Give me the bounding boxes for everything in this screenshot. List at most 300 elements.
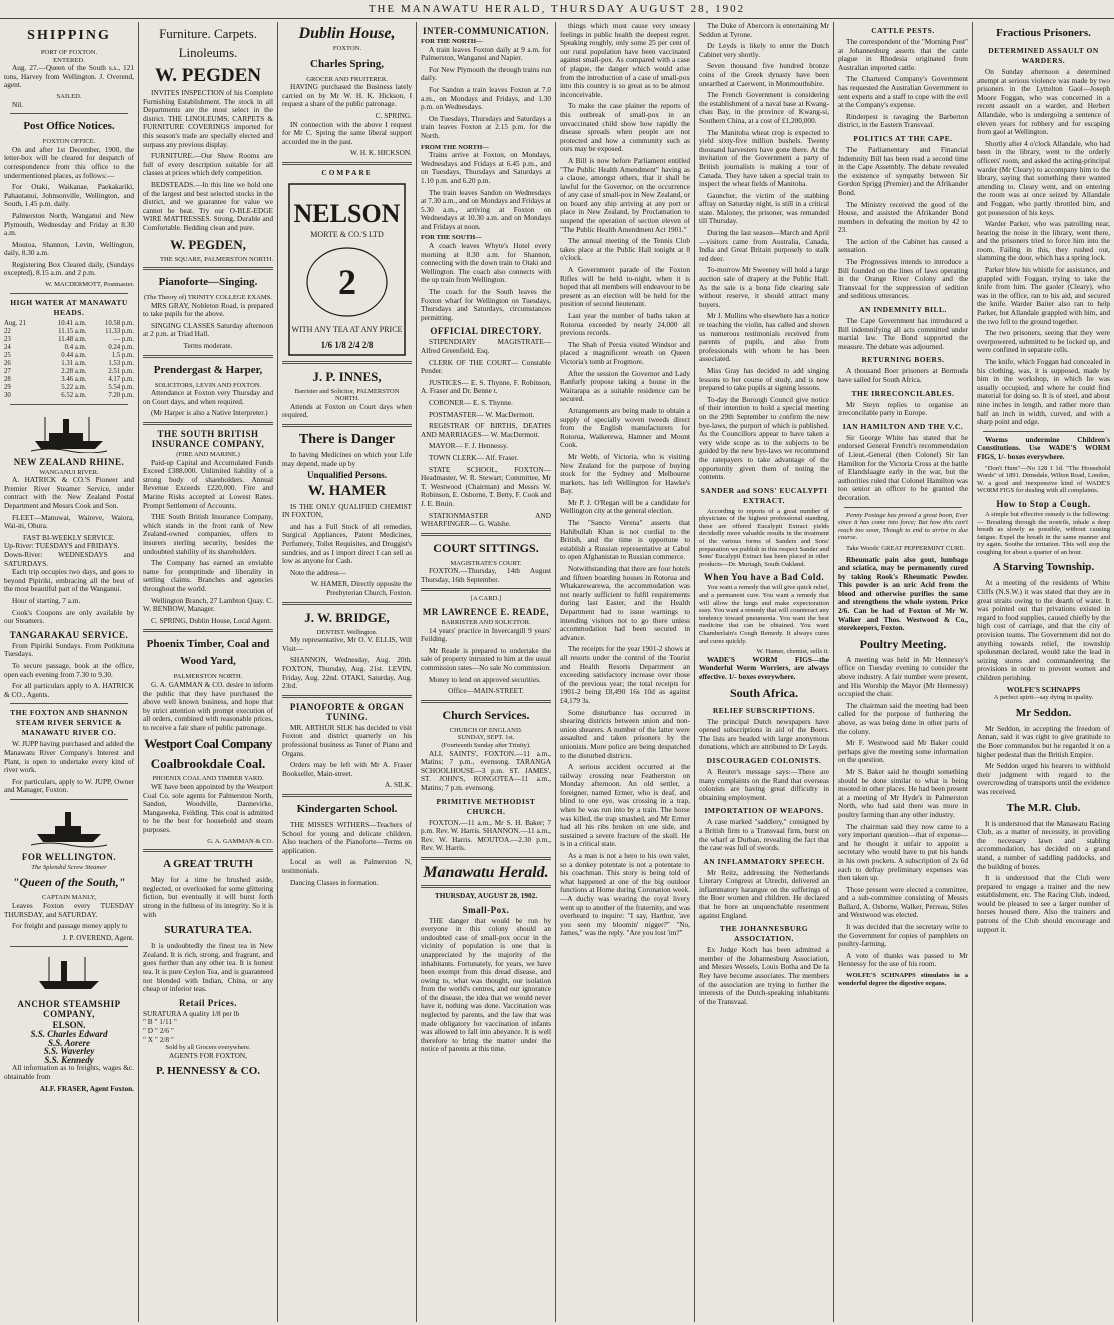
- cold-sign: W. Hamer, chemist, sells it.: [756, 648, 829, 656]
- hickson-text: IN connection with the above I request for Mr C. Spring the same liberal support accorded me in the past.: [282, 119, 412, 146]
- tide-cell: 2.51 p.m.: [108, 367, 134, 375]
- post-sign: W. MACDERMOTT, Postmaster.: [45, 281, 134, 289]
- tide-cell: 1.31 a.m.: [61, 359, 87, 367]
- jburg-text: Ex Judge Koch has been admitted a member of the Johannesburg Association, and Messrs Wessels, Louis Botha and De la Rey have become associates. The members of the association are trying to further the interests of the Dutch-speaking inhabitants of the Transvaal.: [699, 945, 829, 1006]
- court-sub: MAGISTRATE'S COURT.: [450, 559, 522, 567]
- ian-text: Sir George White has stated that he endorsed General French's recommendation of Lieut.-General (then Colonel) Sir Ian Hamilton for the Victoria Cross at the battle of Elandslaagte early in the war, but the authorities ruled that Colonel Hamilton was too senior an officer to be granted the decoration.: [838, 432, 968, 502]
- ret-title: RETURNING BOERS.: [861, 355, 945, 365]
- truth-title: A GREAT TRUTH: [163, 858, 253, 871]
- tide-row: [4, 384, 134, 392]
- poultry-text: Mr F. Westwood said Mr Baker could perhaps give the meeting some information on the question.: [838, 738, 968, 765]
- danger-text: In having Medicines on which your Life may depend, made up by: [282, 449, 412, 468]
- port-label: PORT OF FOXTON.: [40, 49, 98, 56]
- directory-item: REGISTRAR OF BIRTHS, DEATHS AND MARRIAGES— W. MacDermott.: [421, 421, 551, 439]
- bridge-title: J. W. BRIDGE,: [304, 609, 390, 625]
- tide-cell: 27: [4, 367, 11, 375]
- insurance-text: Paid-up Capital and Accumulated Funds Exceed £388,000. Unlimited liability of a strong body of shareholders. Annual Revenue Exceeds £220,000. Fire and Marine Risks accepted at Lowest Rates. Prompt Settlement of Accounts.: [143, 457, 273, 510]
- spring-sign: C. SPRING.: [375, 110, 412, 120]
- well-title: FOR WELLINGTON.: [21, 851, 117, 862]
- post-text: For Otaki, Waikanae, Paekakariki, Pahautanui, Johnsonville, Wellington, and South, 1.45 p.m. daily.: [4, 182, 134, 209]
- kinder-text: Dancing Classes in formation.: [290, 877, 379, 887]
- news-paragraph: The Manitoba wheat crop is expected to yield sixty-five million bushels. Twenty thousand harvesters have gone there. At the invitation of the Government a party of British journalists is making a tour of Canada. They have taken a special train to inspect the wheat fields of Manitoba.: [699, 127, 829, 189]
- column-directory: [417, 22, 555, 1320]
- disc-text: A Reuter's message says:—There are many complaints on the Rand that overseas colonists are having great difficulty in obtaining employment.: [699, 766, 829, 802]
- agents-name: P. HENNESSY & CO.: [155, 1065, 260, 1078]
- sanders-text: According to reports of a great number of physicians of the highest professional standing, these are offered Eucalypti Extract yields decidedly more valuable results in the treatment of the various forms of Sanders and Sons' preparation we publish in this respect Sander and Sons' Eucalypti Extract has been placed in other products—Dr. Murtagh, South Oakland.: [699, 507, 829, 568]
- compare-label: COMPARE: [321, 167, 373, 177]
- tide-row: [4, 376, 134, 384]
- tide-cell: 28: [4, 375, 11, 383]
- suratura-title: SURATURA TEA.: [164, 924, 252, 937]
- chartered-text: The Chartered Company's Government has requested the Australian Government to sent experts and a staff to cope with the evil at the Company's expense.: [838, 74, 968, 110]
- rheum-text: Rheumatic pain also gout, lumbago and sciatica, may be permanently cured by taking Rook's Rheumatic Powder. This powder is an uric Acid from the blood and otherwise purifies the same and strengthens the whole system. Price 2/6. Can be had of Foxton of Mr W. Walker and Thos. Westwood & Co., storekeepers, Foxton.: [838, 554, 968, 633]
- rhine-cook: Cook's Coupons are only available by our Steamers.: [4, 607, 134, 626]
- steamer-icon: [29, 804, 109, 848]
- directory-item: STATE SCHOOL, FOXTON— Headmaster, W. R. Stewart; Committee, Mr T. Westwood (Chairman) and Messrs W. Robinson, E. Osborne, T. Betty, F. Cook and J. E. Bruin.: [421, 464, 551, 508]
- kinder-title: Kindergarten School.: [296, 802, 398, 815]
- comm-title: INTER-COMMUNICATION.: [422, 26, 550, 36]
- column-news-4: [973, 22, 1114, 1320]
- comm-text: The coach for the South leaves the Foxton wharf for Wellington on Tuesdays, Thursdays and Saturdays, circumstances permitting.: [421, 287, 551, 322]
- news-paragraph: Arrangements are being made to obtain a supply of specially woven tweeds direct from the English manufacturers for Rotorua, Waikerewa, Hamner and Mount Cook.: [560, 405, 690, 450]
- tide-cell: 5.22 a.m.: [61, 383, 87, 391]
- tide-row: [4, 352, 134, 360]
- post-title: Post Office Notices.: [23, 120, 115, 133]
- news-paragraph: Seven thousand five hundred bronze coins of the Greek dynasty have been unearthed at Caerwent, in Monmouthshire.: [699, 61, 829, 88]
- dublin-sub: FOXTON.: [332, 45, 362, 52]
- danger-sub: Unqualified Persons.: [306, 470, 387, 481]
- anchor-text: All information as to freights, wages &c. obtainable from: [4, 1063, 134, 1081]
- court-title: COURT SITTINGS.: [433, 540, 539, 555]
- news-paragraph: Some disturbance has occurred in shearing districts between union and non-union shearers. A number of the latter were assaulted and taken prisoners by the unionists. More police are being despatched to the disturbed districts.: [560, 707, 690, 760]
- comm-from: FROM THE NORTH—: [421, 143, 489, 151]
- directory-item: STATIONMASTER AND WHARFINGER— G. Walshe.: [421, 510, 551, 529]
- column-shipping: [0, 22, 138, 1320]
- pegden-text: INVITES INSPECTION of his Complete Furnishing Establishment. The stock in all Departments are the most select in the district. THE LINOLEUMS, CARPETS & FURNITURE COVERINGS imported for this season's trade are specially elected and surpass any previous display.: [143, 88, 273, 149]
- westport-title: Westport Coal Company: [144, 736, 272, 752]
- hickson-sign: W. H. K. HICKSON.: [350, 148, 412, 158]
- bridge-sub: DENTIST. Wellington.: [316, 628, 378, 636]
- phoenix-text: G. A. GAMMAN & CO. desire to inform the public that they have purchased the above well known business, and hope that by strict attention with prompt execution of all orders, combined with reasonable prices, to receive a fair share of public patronage.: [143, 679, 273, 732]
- anchor-sign: ALF. FRASER, Agent Foxton.: [39, 1083, 134, 1093]
- nelson-subtitle: MORTE & CO.'S LTD: [310, 229, 384, 239]
- poultry-text: Those present were elected a committee, and a sub-committee consisting of Messrs Ballard, A. Osborne, Walker, Perreau, Stiles and Westwood was elected.: [838, 884, 968, 920]
- tide-cell: 2.28 a.m.: [61, 367, 87, 375]
- tide-cell: 23: [4, 335, 11, 343]
- sailed-label: SAILED.: [56, 92, 82, 100]
- smallpox-title: Small-Pox.: [462, 904, 510, 915]
- town-text: At a meeting of the residents of White Cliffs (N.S.W.) it was stated that they are in great straits owing to the dearth of water. It was pointed out that privations existed in regard to food supplies, caused chiefly by the high cost of carriage, and that the city of provision teams. The Government did not do anything towards relief, the township spokesman declared, would take the lead in seizing stores and commandeering the provisions in order to prevent women and children perishing.: [977, 578, 1110, 682]
- sa-title: South Africa.: [729, 685, 798, 700]
- church-text: ALL SAINTS', FOXTON.—11 a.m., Matins; 7 p.m., evensong. TARANGA SCHOOLHOUSE—3 p.m. ST. JAMES', ST. JOHN'S, RONGOTEA—11 a.m., Matins; 7 p.m. evensong.: [421, 748, 551, 792]
- stop-text: A simple but effective remedy is the following:— Breathing through the nostrils, inhale a deep breath as slowly as possible, without causing fatigue. Expel the breath in the same manner and try again. Soothe the irritation. This will stop the coughing for about a quarter of an hour.: [977, 510, 1110, 556]
- piano-sub: (The Theory of) TRINITY COLLEGE EXAMS.: [143, 294, 273, 302]
- tide-row: [4, 392, 134, 400]
- news-paragraph: A serious accident occurred at the railway crossing near Featherston on Monday afternoon. An old settler, a foreigner, named Ermer, who is deaf, and blind to one eye, was crossing in a trap, when he was run into by a train. The horse was killed, the trap smashed, and Mr Ermer had all his ribs broken on one side, and sustained a severe fracture of the skull. He is in a critical state.: [560, 762, 690, 849]
- coalbrook-title: Coalbrookdale Coal.: [150, 756, 266, 772]
- svg-text:2: 2: [338, 261, 356, 302]
- tang-text: From Pipiriki Sundays. From Potikituna Tuesdays.: [4, 640, 134, 659]
- news-paragraph: During the last season—March and April—visitors came from Australia, Canada, India and Great Britain purposely to stalk red deer.: [699, 228, 829, 263]
- news-paragraph: To-morrow Mr Sweeney will hold a large auction sale of drapery at the Public Hall. As the sale is a bona fide clearing sale without reserve, it should attract many buyers.: [699, 265, 829, 309]
- news-paragraph: To-day the Borough Council give notice of their intention to hold a special meeting on the 29th September to confirm the new bye-laws, the purport of which is published. As the Councillors appear to have taken a very wide scope as to the subjects to be guided by the new bye-laws we recommend the ratepayers to take advantage of the opportunity given them of noting the contents.: [699, 394, 829, 482]
- rhine-text2: Each trip occupies two days, and goes to beyond Pipiriki, embracing all the best of the most beautiful part of the Wanganui.: [4, 567, 134, 594]
- retail-price-line: " X " 2/8 ": [143, 1034, 174, 1044]
- tide-cell: 1.53 p.m.: [108, 359, 134, 367]
- spring-sub: GROCER AND FRUITERER.: [306, 75, 388, 83]
- hamer-sign: W. HAMER, Directly opposite the Presbyterian Church, Foxton.: [310, 579, 412, 598]
- news-paragraph: Mr Webb, of Victoria, who is visiting New Zealand for the purpose of buying stock for the Sydney and Melbourne markets, has left Wellington for Hawke's Bay.: [560, 451, 690, 496]
- piano2-title: PIANOFORTE & ORGAN TUNING.: [289, 701, 405, 722]
- directory-item: MAYOR— F. J. Hennessy.: [429, 441, 508, 451]
- hamer-note: Note the address—: [290, 567, 346, 577]
- retail-note: Sold by all Grocers everywhere.: [165, 1044, 251, 1052]
- phoenix-title: Phoenix Timber, Coal and Wood Yard,: [146, 638, 270, 668]
- town-title: A Starving Township.: [992, 561, 1095, 574]
- comm-north: FOR THE NORTH—: [421, 38, 483, 45]
- post-text: Moutoa, Shannon, Levin, Wellington, daily, 8.30 a.m.: [4, 239, 134, 258]
- mr-title: The M.R. Club.: [1006, 801, 1081, 814]
- anchor-ship-name: S.S. Charles Edward: [30, 1029, 108, 1040]
- rhine-fleet: FLEET—Manuwai, Waireve, Waiora, Wai-iti, Ohura.: [4, 512, 134, 531]
- column-news-2: [695, 22, 833, 1320]
- hamer-text2: and has a Full Stock of all remedies, Surgical Appliances, Patent Medicines, Perfumery, Toilet Requisites, and Druggist's sundries, and as I import direct I can sell as low as anyone for Cash.: [282, 521, 412, 566]
- news-paragraph: To make the case plainer the reports of this outbreak of small-pox in an unvaccinated child show how rapidly the disease spreads when people are not protected and how a community such as ours may be exposed.: [560, 101, 690, 154]
- innes-text: Attends at Foxton on Court days when required.: [282, 401, 412, 420]
- tide-cell: 11.33 p.m.: [105, 327, 134, 335]
- steamer-icon: [29, 951, 109, 995]
- phoenix2-sign: G. A. GAMMAN & CO.: [207, 837, 273, 845]
- insurance-title: THE SOUTH BRITISH INSURANCE COMPANY,: [151, 429, 265, 450]
- news-paragraph: Notwithstanding that there are four hotels and fifteen boarding houses in Rotorua and Whakarewarewa, the accommodation was not nearly sufficient to fulfil requirements during last Easter, and the Health Department had to issue warnings to intending visitors not to go there unless accommodation had been secured in advance.: [560, 564, 690, 642]
- tide-cell: 11.48 a.m.: [58, 335, 87, 343]
- hamer-title: W. HAMER: [307, 482, 387, 499]
- seddon-text: Mr Seddon urged his hearers to withhold their judgment with regard to the overcrowding of transports until the evidence was received.: [977, 761, 1110, 796]
- comm-text: The train leaves Sandon on Wednesdays at 7.30 a.m., and on Mondays and Fridays at 5.30 a.m., arriving at Foxton on Wednesdays at 10.30 a.m. and on Mondays and Fridays at noon.: [421, 187, 551, 231]
- entered-label: ENTERED.: [53, 56, 85, 64]
- cape-text: The action of the Cabinet has caused a sensation.: [838, 236, 968, 255]
- comm-text: Trains arrive at Foxton, on Mondays, Wednesdays and Fridays at 6.45 p.m., and on Tuesdays, Thursdays and Saturdays at 1.10 p.m. and 6.20 p.m.: [421, 150, 551, 185]
- anchor-title: ANCHOR STEAMSHIP COMPANY,: [17, 999, 121, 1020]
- cape-text: The Ministry received the good of the House, and assisted the Afrikander Bond members in defeating the motion by 42 to 23.: [838, 199, 968, 235]
- retail-price-line: " D " 2/6 ": [143, 1025, 174, 1035]
- tide-cell: 0.44 a.m.: [61, 351, 87, 359]
- mr-text: It is understood that the Manawatu Racing Club, as a matter of necessity, in providing the necessary lawn and stabling accommodation, has decided on a grand stand, a number of saddling paddocks, and the building of boxes.: [977, 818, 1110, 871]
- wolfe2-text: A perfect spirit—say dying in quality.: [993, 694, 1094, 702]
- anchor-ship-name: S.S. Kennedy: [44, 1054, 94, 1065]
- assault-text: Warder Parker, who was patrolling near, hearing the noise in the library, went there, and the prisoners tried to force him into the room. Failing in this, they rushed out, slamming the door, which has a spring lock.: [977, 219, 1110, 263]
- news-paragraph: Last year the number of baths taken at Rotorua exceeded by nearly 24,000 all previous records.: [560, 311, 690, 338]
- column-ads-2: [278, 22, 416, 1320]
- court-text: FOXTON.—Thursday, 14th August Thursday, 16th September.: [421, 566, 551, 584]
- herald-title: Manawatu Herald.: [423, 863, 549, 881]
- seddon-text: Mr Seddon, in accepting the freedom of Annan, said it was right to give gratitude to the Boer commandos but he regarded it on a higher pedestal than the British Empire.: [977, 723, 1110, 759]
- tide-row: [4, 360, 134, 368]
- poultry-text: The chairman said they now came to a very important question—that of expense—and he thought it unfair to appoint a secretary who would have to put his hands in his own pockets. A subscription of 2s 6d each to defray preliminary expenses was then taken up.: [838, 821, 968, 883]
- poultry-text: A vote of thanks was passed to Mr Hennessy for the use of his room.: [838, 950, 968, 969]
- prend-text: Attendance at Foxton very Thursday and on Court days, and when required.: [143, 388, 273, 406]
- column-news-3: [834, 22, 972, 1320]
- poultry-text: A meeting was held in Mr Hennessy's office on Tuesday evening to consider the above industry. A fair number were present, and His Worship the Mayor (Mr Hennessy) occupied the chair.: [838, 654, 968, 699]
- dir-title: OFFICIAL DIRECTORY.: [430, 326, 542, 337]
- comm-south: FOR THE SOUTH—: [421, 234, 482, 242]
- prend-note: (Mr Harper is also a Native Interpreter.): [151, 408, 268, 418]
- fox-title: THE FOXTON AND SHANNON STEAM RIVER SERVICE & MANAWATU RIVER CO.: [10, 708, 128, 738]
- sailed-text: Nil.: [12, 99, 24, 109]
- dont-text: "Don't Hum"—No 128 1 1d. "The Household Words" of 1891. Dimsdale, Wilton Road, London, W. a good and inexpensive kind of WADE'S WORM FIGS for dealing with all complaints.: [977, 464, 1110, 495]
- rhine-down: Down-River: WEDNESDAYS and SATURDAYS.: [4, 550, 134, 568]
- anchor-ship-name: S.S. Waverley: [43, 1046, 95, 1057]
- well-text: Leaves Foxton every TUESDAY THURSDAY, and SATURDAY.: [4, 901, 134, 919]
- tide-title: HIGH WATER AT MANAWATU HEADS.: [10, 297, 128, 317]
- directory-item: STIPENDIARY MAGISTRATE— Alfred Greenfield, Esq.: [421, 337, 551, 355]
- import-text: A case marked "saddlery," consigned by a British firm to a Transvaal firm, burst on the wharf at Durban, revealing the fact that the case was full of swords.: [699, 817, 829, 853]
- directory-item: TOWN CLERK— Alf. Fraser.: [429, 452, 519, 462]
- shipping-title: SHIPPING: [27, 28, 111, 43]
- cape-title: POLITICS AT THE CAPE.: [853, 133, 953, 143]
- piano-text: MRS GRAY, Nobleton Road, is prepared to take pupils for the above.: [143, 300, 273, 319]
- dublin-title: Dublin House,: [298, 25, 396, 42]
- suratura-text: It is undoubtedly the finest tea in New Zealand. It is rich, strong, and fragrant, and goes further than any other tea. It is honest tea. It is pure Ceylon Tea, and is guaranteed not blended with Indian, China, or any cheap or inferior teas.: [143, 941, 273, 994]
- church-trinity: (Fourteenth Sunday after Trinity).: [441, 742, 531, 749]
- retail-price-line: " B " 1/11 ": [143, 1017, 177, 1027]
- cattle-title: CATTLE PESTS.: [871, 26, 935, 35]
- assault-text: The knife, which Foggan had concealed in his clothing, was, it is supposed, made by him in the workshop, in which he was usually occupied, and where he could find material for doing so. It is of steel, and about nine inches in length, and rather more than half an inch in width, curved, and with a sharp point and edge.: [977, 357, 1110, 427]
- cape-text: The Progressives intends to introduce a Bill founded on the lines of laws operating in the Orange River Colony and the Transvaal for the suppression of sedition and seditious utterances.: [838, 257, 968, 301]
- fract-title: Fractious Prisoners.: [996, 27, 1091, 39]
- tide-row: [4, 336, 134, 344]
- news-paragraph: The "Sancto Verena" asserts that Hahibullah Khan is not cordial to the British, and the time is opportune to establish a Russian representative at Cabul to open Afghanistan to Russian commerce.: [560, 518, 690, 562]
- spring-text: HAVING purchased the Business lately carried on by Mr W. H. K. Hickson, I request a share of the public patronage.: [282, 82, 412, 109]
- directory-item: CORONER— E. S. Thynne.: [429, 397, 513, 407]
- tide-cell: 4.17 p.m.: [108, 375, 134, 383]
- pegden-text: FURNITURE.—Our Show Rooms are full of every description suitable for all classes at prices which defy competition.: [143, 151, 273, 178]
- comm-text: On Tuesdays, Thursdays and Saturdays a train leaves Foxton at 2.15 p.m. for the North.: [421, 113, 551, 140]
- news-paragraph: After the session the Governor and Lady Ranfurly propose taking a house in the Wairarapa as a suitable residence can be secured.: [560, 368, 690, 404]
- comm-text: A coach leaves Whyte's Hotel every morning at 8.30 a.m. for Shannon, connecting with the down train to Otaki and Wellington. The coach also connects with the up train from Wellington.: [421, 241, 551, 285]
- pegden-sign: W. PEGDEN,: [170, 236, 246, 252]
- phoenix-sub: PALMERSTON NORTH.: [173, 673, 243, 681]
- well-ship: "Queen of the South,": [12, 875, 126, 890]
- news-paragraph: The Shah of Persia visited Windsor and placed a magnificent wreath on Queen Victoria's tomb at Frogmore.: [560, 339, 690, 366]
- smallpox-text: THE danger that would be run by everyone in this colony should an undoubted case of small-pox occur in the vicinity of population is one that is unappreciated by the majority of the inhabitants. Fortunately, for years, we have been exempt from this dread disease, and owing to, what was thought, our isolation from the world's centres, and our ignorance of the disease, the idea that we would never have it, nothing was done. Vaccination was neglected by parents, and the law that was made obligatory for vaccination of infants was allowed to fall into abeyance. It is well therefore to bring the matter under the notice of parents at this time.: [421, 915, 551, 1054]
- insurance-agent: C. SPRING, Dublin House, Local Agent.: [151, 615, 272, 625]
- poultry-title: Poultry Meeting.: [859, 636, 947, 651]
- rhine-fast: FAST BI-WEEKLY SERVICE.: [23, 532, 115, 542]
- poultry-text: The chairman said the meeting had been called for the purpose of furthering the above, as was being done in other parts of the colony.: [838, 700, 968, 736]
- reade-office: Office—MAIN-STREET.: [448, 686, 524, 696]
- entered-text: Aug. 27.—Queen of the South s.s., 121 tons, Harvey from Wellington. J. Overend, agent.: [4, 63, 134, 90]
- rhine-text: A. HATRICK & CO.'S Pioneer and Premier River Steamer Service, under contract with the New Zealand Postal Department and Messrs Cook and Son.: [4, 475, 134, 511]
- worms-text: Worms undermine Children's Constitutions. Use WADE'S WORM FIGS, 1/- boxes everywhere.: [977, 434, 1110, 461]
- assault-text: Shortly after 4 o'clock Allandale, who had been in the library, went to the orderly officers' room, and asked the acting-principal warder (Mr Cleary) to accompany him to the library, saying that something there wanted attending to. Cleary went, and on entering the room was at once seized by Allandale and Foggan, who partly throttled him, and got possession of his keys.: [977, 138, 1110, 217]
- pegden-addr: THE SQUARE, PALMERSTON NORTH.: [160, 255, 273, 263]
- assault-text: The two prisoners, seeing that they were overpowered, submitted to be locked up, and were confined in separate cells.: [977, 328, 1110, 355]
- well-sign: J. P. OVEREND, Agent.: [62, 932, 134, 942]
- insurance-sub: (FIRE AND MARINE.): [176, 451, 240, 459]
- post-text: On and after 1st December, 1900, the letter-box will be cleared for despatch of correspondence from this office to the undermentioned places, as follows:—: [4, 144, 134, 180]
- tang-title: TANGARAKAU SERVICE.: [9, 629, 129, 640]
- disc-title: DISCOURAGED COLONISTS.: [706, 755, 822, 765]
- news-paragraph: Miss Gray has decided to add singing lessons to her course of study, and is now prepared to take pupils at signing lessons.: [699, 365, 829, 393]
- tide-cell: 24: [4, 343, 11, 351]
- tide-row: [4, 320, 134, 328]
- innes-title: J. P. INNES,: [312, 368, 382, 384]
- tide-cell: 22: [4, 327, 11, 335]
- rhine-sub: WANGANUI RIVER.: [39, 468, 99, 476]
- tide-cell: 29: [4, 383, 11, 391]
- rhine-title: NEW ZEALAND RHINE.: [13, 456, 125, 467]
- cattle-text: The correspondent of the "Morning Post" at Johannesburg asserts that the cattle plague in Rhodesia originated from Australian imported cattle.: [838, 37, 968, 72]
- fox-text: W. JUPP having purchased and added the Manawatu River Company's Interest and Plant, is open to undertake every kind of river work.: [4, 739, 134, 775]
- hamer-text: IS THE ONLY QUALIFIED CHEMIST IN FOXTON,: [282, 501, 412, 520]
- well-sub: The Splendid Screw Steamer: [31, 863, 107, 871]
- mr-text: It is understood that the Club were prepared to engage a trainer and the new establishment, etc. The Racing Club, indeed, would be pleased to see a larger number of horses housed there. Also the trainers and patrons of the Club should encourage and support it.: [977, 873, 1110, 934]
- phoenix2-title: PHOENIX COAL AND TIMBER YARD.: [152, 775, 264, 783]
- news-paragraph: The receipts for the year 1901-2 shows at all resorts under the control of the Tourist and Health Resorts Department an exceeding satisfactory increase over those of the previous year; the total receipts for 1901-2 being £8,490 16s 10d as against £4,179 3s.: [560, 644, 690, 705]
- poultry-text: Mr S. Baker said he thought something should be done similar to what is being mooted in other places. He had been present at a meeting of Mr Hyde's in Palmerston North, who had said there was more in poultry farming than any other industry.: [838, 766, 968, 819]
- news-paragraph: The Duke of Abercorn is entertaining Mr Seddon at Tyrone.: [699, 22, 829, 39]
- phoenix2-text: WE have been appointed by the Westport Coal Co. sole agents for Palmerston North, Sandon, Woodville, Dannevirke, Mangaweka, Feilding. This coal is admitted to be the best for household and steam purposes.: [143, 782, 273, 835]
- tide-cell: 25: [4, 351, 11, 359]
- well-capt: CAPTAIN MANLY,: [41, 894, 96, 902]
- tide-cell: 7.20 p.m.: [108, 391, 134, 399]
- wolfe-text: WOLFE'S SCHNAPPS stimulates in a wonderful degree the digestive organs.: [838, 972, 968, 987]
- assault-text: Parker blew his whistle for assistance, and grappled with Foggan, trying to take the knife from him. The gaoler (Cleary), who was in the office, ran to his aid, and secured the knife. Warder Baiter also ran to help Parker, but Allandale grappled with him, and the two fell to the ground together.: [977, 265, 1110, 326]
- tide-cell: 11.15 a.m.: [58, 327, 87, 335]
- reade-text: 14 years' practice in Invercargill 9 years' Feilding.: [421, 625, 551, 644]
- tide-cell: Aug. 21: [4, 319, 26, 327]
- tide-cell: 3.46 a.m.: [61, 375, 87, 383]
- well-freight: For freight and passage money apply to: [12, 921, 128, 931]
- poultry-text: It was decided that the secretary write to the Government for copies of pamphlets on poultry-farming.: [838, 922, 968, 949]
- furniture-headline: Furniture. Carpets. Linoleums.: [159, 26, 257, 60]
- pegden-text: BEDSTEADS.—In this line we hold one of the largest and best selected stocks in the district, and we guarantee for value we cannot be beat. Try our O-BLE-EDGE WIRE MATTRESSES. Strong, Durable and Comfortable. Bedding clean and pure.: [143, 179, 273, 232]
- comm-text: For Sandon a train leaves Foxton at 7.0 a.m., on Mondays and Fridays, and 1.30 p.m. on Wednesdays.: [421, 84, 551, 112]
- directory-item: JUSTICES— E. S. Thynne, F. Robinson, A. Fraser and Dr. Benne t.: [421, 377, 551, 396]
- indem-title: AN INDEMNITY BILL.: [859, 305, 947, 315]
- woods-text: Take Woods' GREAT PEPPERMINT CURE.: [846, 544, 966, 552]
- post-text: Palmerston North, Wanganui and New Plymouth, Wednesday and Friday at 8.30 a.m.: [4, 210, 134, 238]
- tide-row: [4, 344, 134, 352]
- rinder-text: Rinderpest is ravaging the Barberton district, in the Eastern Transvaal.: [838, 111, 968, 130]
- jburg-title: THE JOHANNESBURG ASSOCIATION.: [719, 924, 809, 944]
- spring-title: Charles Spring,: [310, 57, 384, 70]
- news-paragraph: Mr P. J. O'Regan will be a candidate for Wellington city at the general election.: [560, 497, 690, 516]
- ian-title: IAN HAMILTON AND THE V.C.: [842, 421, 964, 431]
- cape-text: The Parliamentary and Financial Indemnity Bill has been read a second time in the Cape Assembly. The debate revealed the existence of sympathy between Sir Gordon Sprigg (Premier) and the Afrikander Bond.: [838, 144, 968, 197]
- rhine-hour: Hour of starting, 7 a.m.: [12, 595, 81, 605]
- tide-cell: 0.4 a.m.: [64, 343, 87, 351]
- tide-cell: 1.5 p.m.: [111, 351, 134, 359]
- cold-text: You want a remedy that will give quick relief, and a permanent cure. You want a remedy that will allow the lungs and make expectoration easy. You want a remedy that will counteract any tendency toward pneumonia. You want the best medicine that can be obtained. You want Chamberlain's Cough Remedy. It always cures and cures quickly.: [699, 584, 829, 645]
- comm-text: A train leaves Foxton daily at 9 a.m. for Palmerston, Wanganui and Napier.: [421, 44, 551, 63]
- bridge-list: SHANNON, Wednesday, Aug. 20th. FOXTON, Thursday, Aug. 21st. LEVIN, Friday, Aug. 22nd. OTAKI, Saturday, Aug. 23rd.: [282, 655, 412, 691]
- assault-text: On Sunday afternoon a determined attempt at serious violence was made by two prisoners in the Lyttelton Gaol—Joseph Moore Foggan, who was concerned in a recent assault on a warder, and Herbert Allandale, who is undergoing a sentence of eleven years for robbery and for escaping from gaol at Wellington.: [977, 67, 1110, 137]
- innes-sub: Barrister and Solicitor, PALMERSTON NORTH.: [294, 387, 400, 403]
- column-news-1: [556, 22, 694, 1320]
- tide-cell: — p.m.: [113, 335, 134, 343]
- tang-sign: For all particulars apply to A. HATRICK & CO., Agents.: [4, 681, 134, 699]
- news-paragraph: The French Government is considering the establishment of a naval base at Kwang-chau Bay, in the province of Kwang-si, Southern China, at a cost of £1,200,000.: [699, 90, 829, 125]
- relief-title: RELIEF SUBSCRIPTIONS.: [712, 705, 816, 715]
- reade-text: Mr Reade is prepared to undertake the sale of property intrusted to him at the usual commission rates—No sale No commission.: [421, 645, 551, 673]
- tide-row: [4, 368, 134, 376]
- retail-title: Retail Prices.: [179, 997, 237, 1008]
- news-paragraph: As a man is not a hero to his own valet, so a donkey potentate is not a potentate to his coachman. This story is being told of what happened at one of the big outdoor functions at Home during Coronation week.—A duchy was wearing the royal livery went up to another of the fraternity, and was overheard to inquire: "I say, Harthur, 'ave you seen my bloomin' nigger?" "No, James," was the reply. "Are you lost 'im?": [560, 851, 690, 938]
- tide-cell: 10.41 a.m.: [57, 319, 87, 327]
- tide-cell: 30: [4, 391, 11, 399]
- kinder-text: Local as well as Palmerston N, testimonials.: [282, 857, 412, 875]
- piano-terms: Terms moderate.: [183, 341, 233, 351]
- speech-title: AN INFLAMMATORY SPEECH.: [703, 856, 825, 866]
- piano-title: Pianoforte—Singing.: [158, 276, 258, 289]
- agents-title: AGENTS FOR FOXTON,: [169, 1050, 247, 1060]
- insurance-text: THE South British Insurance Company, which stands in the front rank of New Zealand-owned companies, offers to insurers sterling security, besides the undoubted stability of its shareholders.: [143, 512, 273, 556]
- cold-title: When You have a Bad Cold.: [703, 572, 825, 583]
- tide-cell: 5.54 p.m.: [108, 383, 134, 391]
- post-text: Registering Box Cleared daily, (Sundays excepted), 8.15 a.m. and 2 p.m.: [4, 259, 134, 278]
- indem-text: The Cape Government has introduced a Bill indemnifying all acts committed under martial law. The Bond supported the measure. The debate was adjourned.: [838, 316, 968, 351]
- reade-text: Money to lend on approved securities.: [429, 674, 541, 684]
- meth-text: FOXTON.—11 a.m., Mr S. H. Baker; 7 p.m. Rev. W. Harris. SHANNON.—11 a.m., Rev. W. Harris. MOUTOA.—2.30 p.m., Rev. W. Harris.: [421, 817, 551, 853]
- tide-cell: 10.58 p.m.: [104, 319, 134, 327]
- news-paragraph: Mr J. Mullins who elsewhere has a notice re teaching the violin, has called and shown us numerous testimonials received from parents of pupils, and also from professionals with whom he has been associated.: [699, 311, 829, 364]
- poem-text: Penny Postage has proved a great boon, Ever since it has come into force; But how this can't reach too soon, Though to end to arrive in due course.: [838, 511, 968, 542]
- stop-title: How to Stop a Cough.: [996, 498, 1091, 509]
- irrec-text: Mr Steyn replies to organise an irreconcilable party in Europe.: [838, 399, 968, 418]
- post-sub: FOXTON OFFICE.: [42, 138, 96, 146]
- reade-sub: BARRISTER AND SOLICITOR.: [441, 619, 531, 627]
- nelson-with: WITH ANY TEA AT ANY PRICE: [291, 324, 403, 334]
- prend-title: Prendergast & Harper,: [153, 363, 263, 376]
- column-ads-1: [139, 22, 277, 1320]
- card-label: [A CARD.]: [470, 595, 502, 603]
- assault-title: DETERMINED ASSAULT ON WARDERS.: [988, 46, 1099, 65]
- meth-title: PRIMITIVE METHODIST CHURCH.: [436, 796, 536, 816]
- piano-text: SINGING CLASSES Saturday afternoon at 2 p.m. at Triad Hall.: [143, 320, 273, 339]
- rhine-up: Up-River: TUESDAYS and FRIDAYS.: [4, 541, 120, 551]
- piano2-text: Orders may be left with Mr A. Fraser Bookseller, Main-street.: [282, 760, 412, 778]
- pegden-title: W. PEGDEN: [155, 65, 261, 86]
- news-paragraph: things which must cause very uneasy feelings in public health the deepest regret. Speaking roughly, only some 25 per cent of our rural population have been vaccinated against small-pox. As compared with a case of plague, the danger which would arise from the introduction of a case of small-pox into this country is so great as to be almost inconceivable.: [560, 22, 690, 99]
- church-sub: CHURCH OF ENGLAND.: [449, 726, 523, 734]
- truth-text: May for a time be brushed aside, neglected, or overlooked for some glittering fiction, but eventually it will burst forth strong in the fullness of its integrity. So it is with: [143, 875, 273, 919]
- tide-cell: 26: [4, 359, 11, 367]
- prend-sub: SOLICITORS, LEVIN AND FOXTON.: [154, 381, 262, 389]
- sanders-title: SANDER and SONS' EUCALYPTI EXTRACT.: [700, 485, 828, 505]
- danger-title: There is Danger: [298, 431, 396, 447]
- retail-price-line: SURATURA A quality 1/8 per lb: [143, 1008, 240, 1018]
- directory-item: CLERK OF THE COURT— Constable Pender.: [421, 357, 551, 376]
- steamer-icon: [29, 409, 109, 453]
- anchor-ship-name: S.S. Aorere: [48, 1037, 90, 1048]
- news-paragraph: A Government parade of the Foxton Rifles will be held to-night, when it is hoped that all members will endeavour to be present as an election will be held for the position of second lieutenant.: [560, 265, 690, 309]
- comm-text: For New Plymouth the through trains run daily.: [421, 64, 551, 83]
- relief-text: The principal Dutch newspapers have opened subscriptions in aid of the Boers. The lists are headed with large anonymous donations, which are attributed to Dr Leyds.: [699, 716, 829, 752]
- bridge-text: My representative, Mr O. V. ELLIS, Will Visit—: [282, 635, 412, 653]
- masthead: THE MANAWATU HERALD, THURSDAY AUGUST 28, 1902: [0, 0, 1114, 19]
- tide-row: [4, 328, 134, 336]
- irrec-title: THE IRRECONCILABLES.: [851, 388, 955, 398]
- seddon-title: Mr Seddon.: [1015, 706, 1072, 719]
- kinder-text: THE MISSES WITHERS—Teachers of School for young and delicate children. Also teachers of the Pianoforte—Terms on application.: [282, 819, 412, 855]
- piano2-text: MR. ARTHUR SILK has decided to visit Foxton and district quarterly on his professional business as Tuner of Piano and Organs.: [282, 722, 412, 758]
- wolfe2-title: WOLFE'S SCHNAPPS: [1006, 684, 1081, 694]
- nelson-wordmark: NELSON: [293, 198, 401, 228]
- piano2-sign: A. SILK.: [385, 780, 412, 790]
- news-paragraph: The annual meeting of the Tennis Club takes place at the Public Hall tonight at 8 o'clock.: [560, 236, 690, 263]
